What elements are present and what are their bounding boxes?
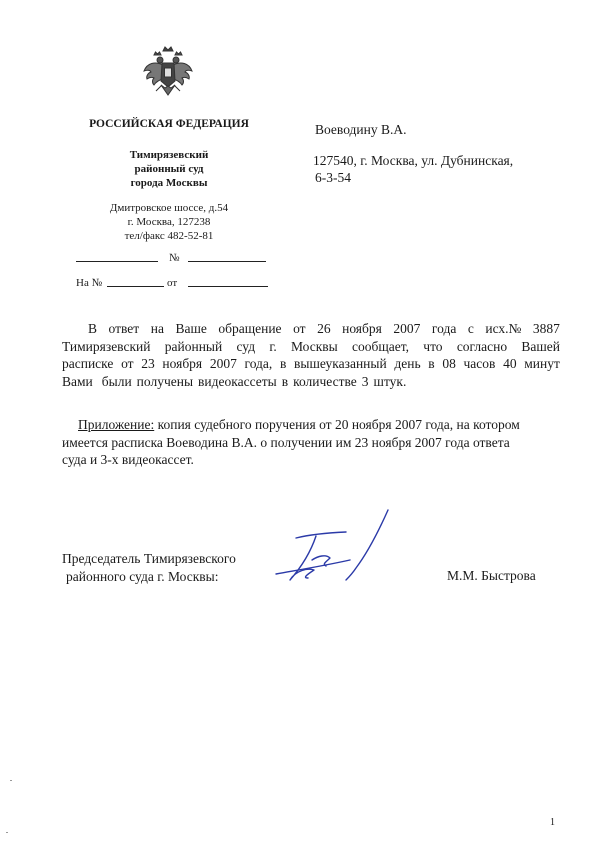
- body-word: видеокассеты: [198, 373, 277, 389]
- body-line: [62, 320, 560, 338]
- ref-prefix: На №: [76, 277, 103, 289]
- body-word: минут: [524, 356, 560, 371]
- court-name-line: города Москвы: [130, 177, 208, 189]
- body-word: 23: [141, 356, 155, 371]
- body-word: года: [431, 321, 457, 336]
- blank-underline: [107, 286, 164, 287]
- registration-number-line: [76, 252, 276, 268]
- body-word: 2007: [393, 321, 421, 336]
- sender-court-name: [60, 148, 278, 190]
- address-line: Дмитровское шоссе, д.54: [109, 202, 229, 214]
- letter-body: [62, 320, 560, 390]
- body-word: сообщает,: [352, 338, 410, 354]
- signer-title-line: Председатель Тимирязевского: [62, 551, 236, 566]
- body-word: с: [467, 321, 474, 336]
- russian-coat-of-arms-icon: [141, 41, 195, 105]
- recipient-name: Воеводину В.А.: [315, 122, 407, 137]
- body-word: часов: [463, 356, 496, 371]
- body-word: в: [279, 356, 287, 371]
- body-word: 40: [503, 356, 517, 371]
- body-word: 2007: [209, 356, 237, 371]
- body-word: количестве: [293, 373, 357, 389]
- recipient-address-line: 6-3-54: [315, 170, 351, 185]
- body-word: день: [394, 356, 421, 371]
- body-word: что: [423, 338, 443, 354]
- recipient-address: [313, 152, 513, 186]
- body-word: согласно: [456, 338, 508, 354]
- body-word: получены: [136, 373, 194, 389]
- body-word: Вашей: [521, 338, 560, 354]
- body-word: ноября: [342, 321, 382, 336]
- number-sign: №: [169, 252, 180, 264]
- blank-underline: [188, 261, 266, 262]
- body-word: Ваше: [175, 321, 207, 336]
- page-number: 1: [550, 817, 555, 828]
- court-name-line: районный суд: [134, 163, 204, 175]
- sender-address: [60, 201, 278, 243]
- attachment-line: имеется расписка Воеводина В.А. о получении им 23 ноября 2007 года ответа: [62, 434, 510, 450]
- blank-underline: [76, 261, 158, 262]
- body-line: [62, 373, 560, 391]
- body-line: [62, 355, 560, 373]
- body-word: Тимирязевский: [62, 338, 151, 354]
- body-word: обращение: [218, 321, 282, 336]
- body-word: 08: [442, 356, 456, 371]
- body-word: расписке: [62, 356, 114, 371]
- body-word: вышеуказанный: [294, 356, 387, 371]
- address-line: г. Москва, 127238: [127, 216, 211, 228]
- attachment-first-line-text: копия судебного поручения от 20 ноября 2007 года, на котором: [154, 417, 520, 432]
- body-word: 3887: [532, 321, 560, 336]
- body-word: на: [150, 321, 164, 336]
- body-word: исх.№: [485, 321, 522, 336]
- body-line: [62, 338, 560, 356]
- attachment-line: [62, 416, 560, 434]
- body-word: от: [293, 321, 306, 336]
- body-word: ответ: [108, 321, 140, 336]
- ref-from: от: [167, 277, 178, 289]
- signer-title-line: районного суда г. Москвы:: [66, 569, 219, 584]
- scan-speck: [6, 832, 8, 833]
- blank-underline: [188, 286, 268, 287]
- body-word: от: [121, 356, 134, 371]
- handwritten-signature: [268, 508, 398, 588]
- reference-number-line: [76, 277, 276, 293]
- body-word: В: [88, 321, 98, 336]
- body-word: года,: [244, 356, 273, 371]
- body-word: в: [281, 373, 289, 389]
- signer-title: [62, 550, 236, 586]
- body-word: 3: [361, 373, 369, 389]
- body-word: в: [428, 356, 435, 371]
- attachment-label: Приложение:: [78, 417, 155, 432]
- recipient-address-line: 127540, г. Москва, ул. Дубнинская,: [313, 153, 514, 168]
- body-word: 26: [317, 321, 331, 336]
- body-word: штук.: [373, 373, 407, 389]
- signer-name: М.М. Быстрова: [447, 568, 536, 583]
- body-word: г.: [269, 338, 277, 354]
- court-name-line: Тимирязевский: [129, 149, 209, 161]
- body-word: районный: [164, 338, 223, 354]
- body-word: ноября: [162, 356, 203, 371]
- body-word: были: [101, 373, 132, 389]
- attachment-line: суда и 3-х видеокассет.: [62, 452, 194, 467]
- body-word: суд: [236, 338, 256, 354]
- sender-country: РОССИЙСКАЯ ФЕДЕРАЦИЯ: [89, 118, 249, 130]
- address-line: тел/факс 482-52-81: [124, 230, 214, 242]
- scan-speck: [10, 780, 12, 781]
- body-word: Вами: [62, 373, 93, 389]
- body-word: Москвы: [291, 338, 338, 354]
- attachment-paragraph: [62, 416, 560, 469]
